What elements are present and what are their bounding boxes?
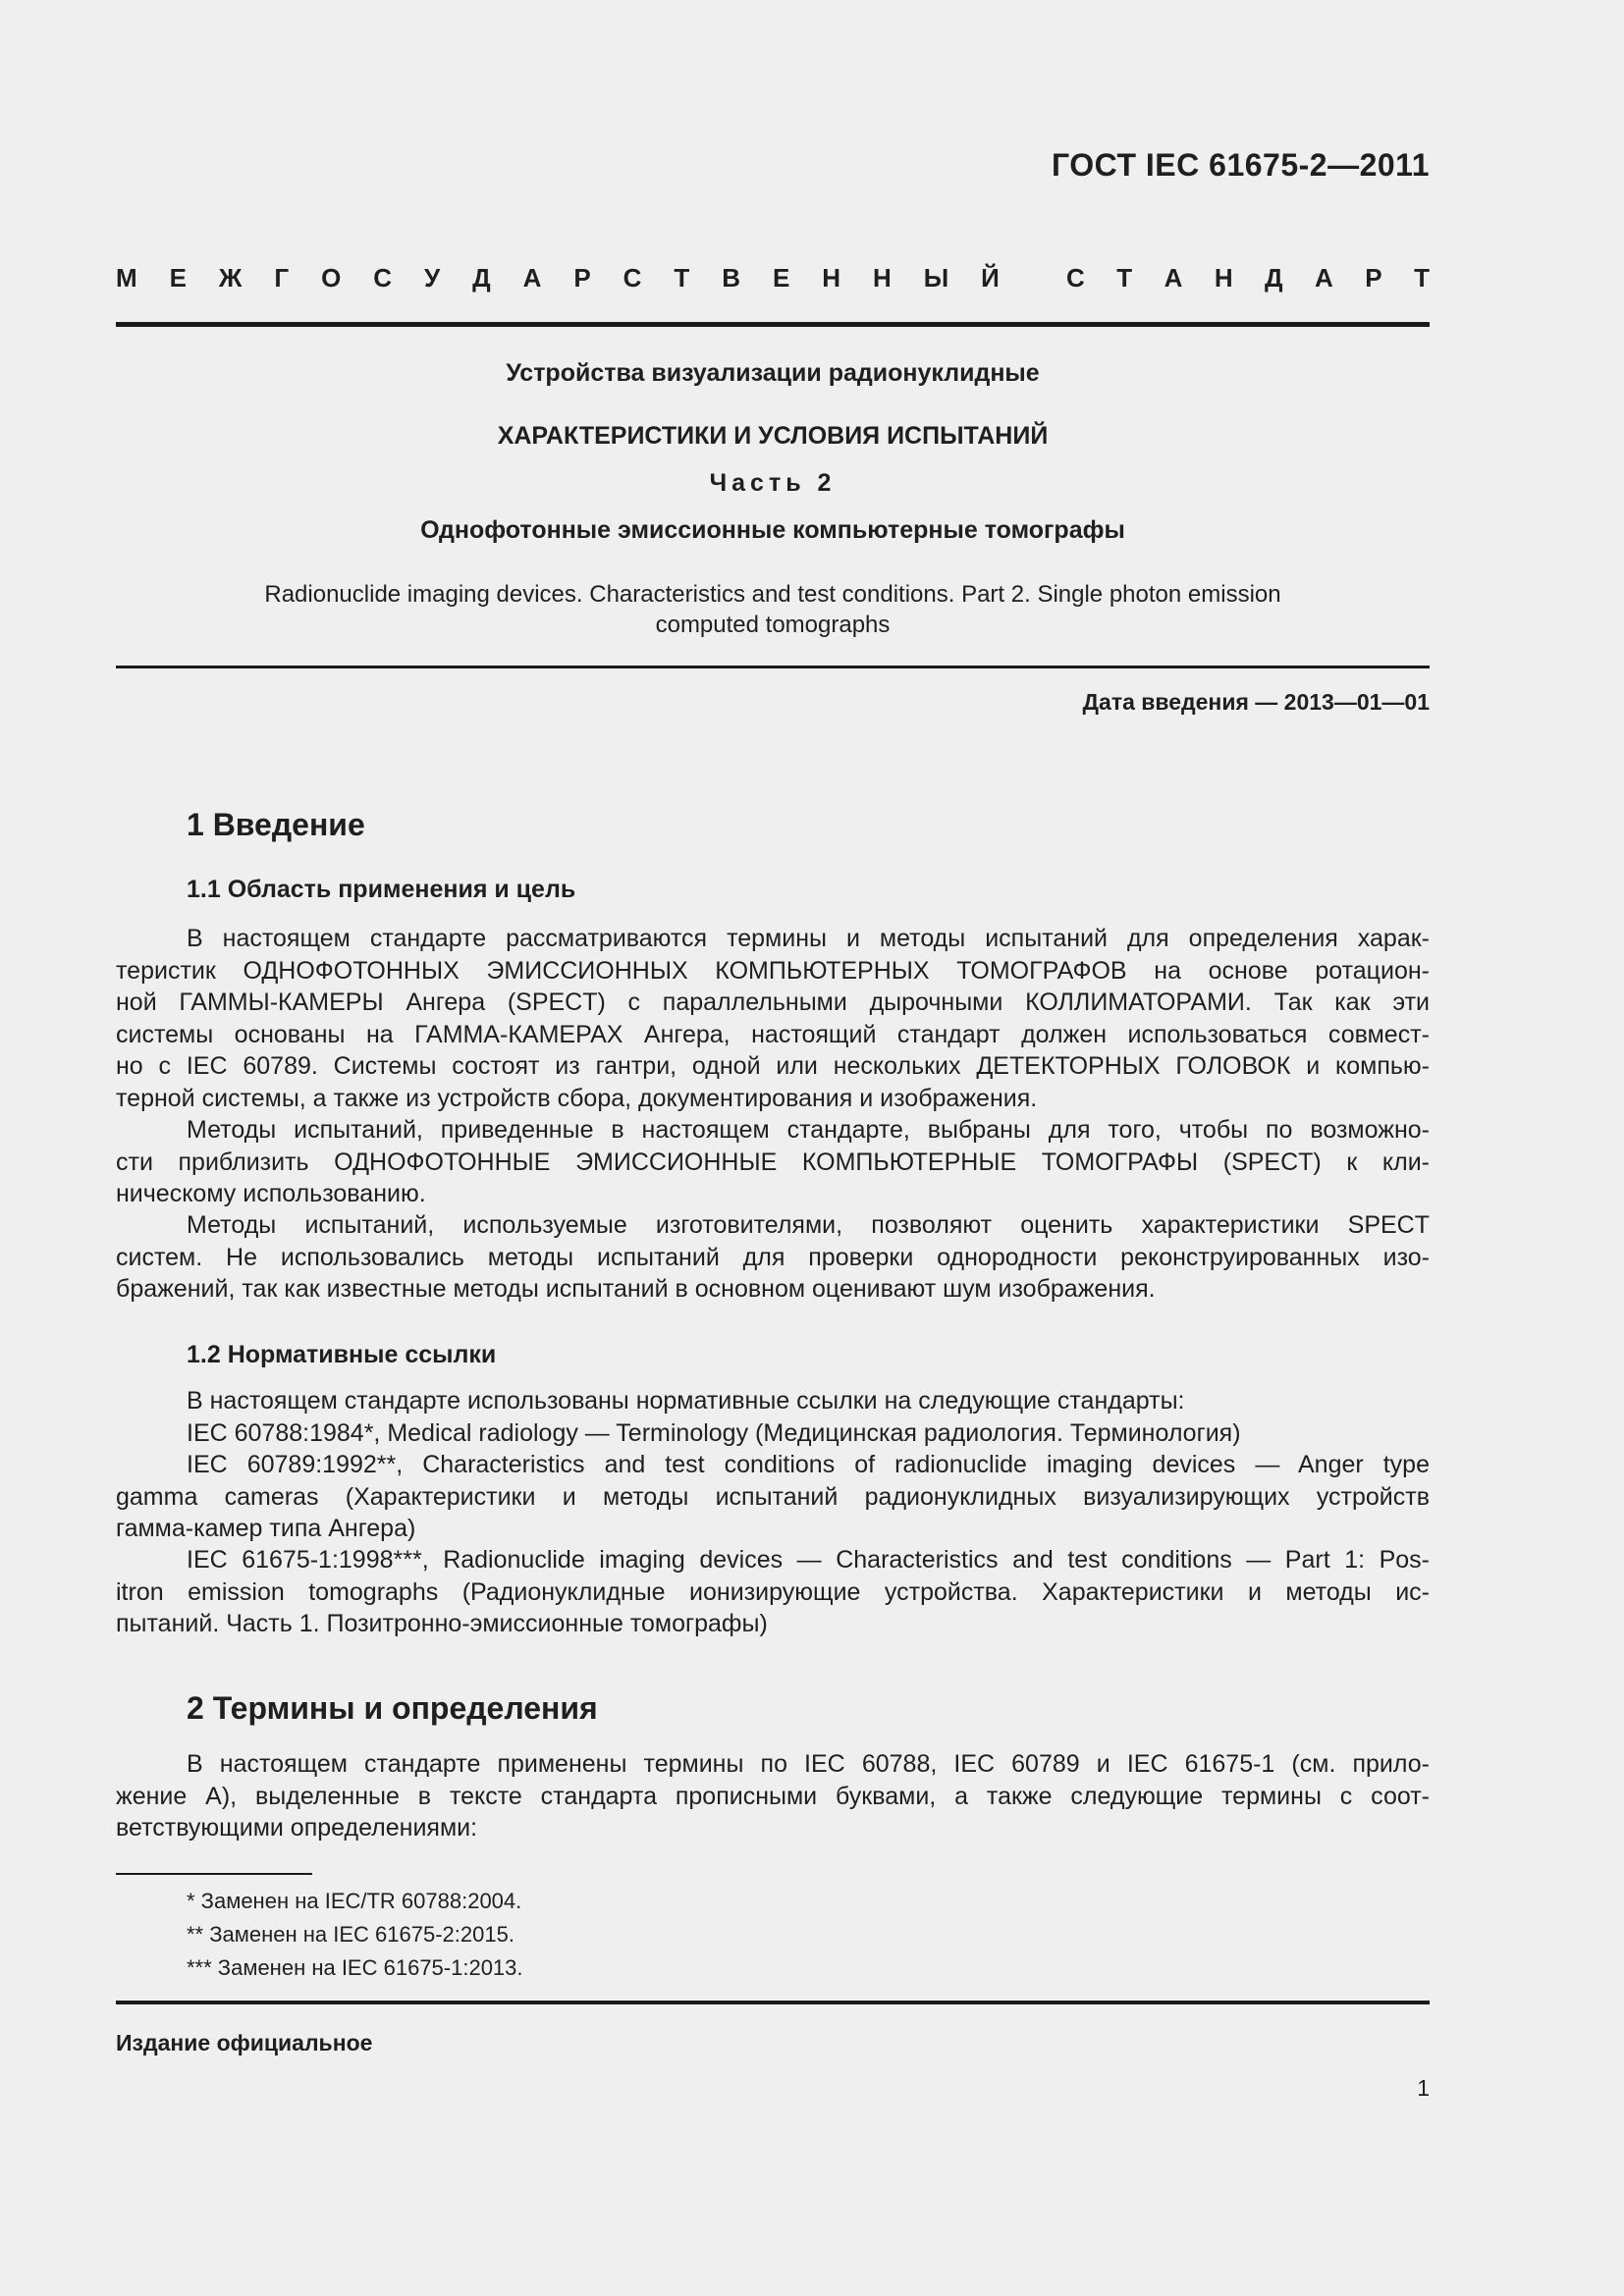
heading-letter: А: [1164, 263, 1183, 293]
text-line: гамма-камер типа Ангера): [116, 1515, 416, 1542]
heading-letter: Т: [1414, 263, 1430, 293]
section-2-heading: 2 Термины и определения: [187, 1690, 598, 1726]
section-1-heading: 1 Введение: [187, 807, 365, 842]
paragraph-scope-2: [116, 1114, 1430, 1210]
heading-letter: Й: [981, 263, 1000, 293]
heading-letter: О: [321, 263, 342, 293]
text-line: ническому использованию.: [116, 1180, 426, 1207]
heading-letter: Г: [274, 263, 290, 293]
standard-type-heading: [116, 263, 1430, 294]
heading-letter: С: [373, 263, 393, 293]
text-line: IEC 61675-1:1998***, Radionuclide imaging devices — Characteristics and test conditions — Part 1: Pos-: [187, 1546, 1430, 1574]
text-line: терной системы, а также из устройств сбора, документирования и изображения.: [116, 1084, 1038, 1112]
heading-letter: Р: [1365, 263, 1382, 293]
text-line: сти приблизить ОДНОФОТОННЫЕ ЭМИССИОННЫЕ КОМПЬЮТЕРНЫЕ ТОМОГРАФЫ (SPECT) к кли-: [116, 1148, 1430, 1176]
heading-letter: Е: [169, 263, 187, 293]
text-line: теристик ОДНОФОТОННЫХ ЭМИССИОННЫХ КОМПЬЮТЕРНЫХ ТОМОГРАФОВ на основе ротацион-: [116, 956, 1430, 985]
heading-letter: Р: [573, 263, 591, 293]
text-line: систем. Не использовались методы испытаний для проверки однородности реконструированных изо-: [116, 1243, 1430, 1271]
text-line: Методы испытаний, используемые изготовителями, позволяют оценить характеристики SPECT: [187, 1211, 1430, 1239]
footnote-rule: [116, 1873, 312, 1875]
heading-letter: Н: [822, 263, 841, 293]
footnote-1: * Заменен на IEC/TR 60788:2004.: [187, 1889, 522, 1913]
bottom-rule: [116, 2001, 1430, 2004]
text-line: пытаний. Часть 1. Позитронно-эмиссионные томографы): [116, 1610, 768, 1637]
reference-iec-60789: [116, 1449, 1430, 1545]
heading-letter: Т: [674, 263, 690, 293]
heading-letter: С: [1066, 263, 1085, 293]
text-line: системы основаны на ГАММА-КАМЕРАХ Ангера, настоящий стандарт должен использоваться совмест-: [116, 1020, 1430, 1048]
title-rule: [116, 666, 1430, 668]
page-number: 1: [1417, 2075, 1430, 2101]
heading-letter: С: [623, 263, 642, 293]
heading-letter: Н: [873, 263, 892, 293]
english-title: [116, 579, 1430, 640]
paragraph-terms: [116, 1748, 1430, 1844]
paragraph-references-intro: [116, 1385, 1430, 1417]
reference-iec-60788: [116, 1417, 1430, 1450]
standard-type-word-1: [116, 263, 1000, 294]
heading-letter: Е: [772, 263, 790, 293]
text-line: бражений, так как известные методы испытаний в основном оценивают шум изображения.: [116, 1275, 1156, 1303]
paragraph-scope-3: [116, 1209, 1430, 1306]
heading-letter: Ы: [923, 263, 949, 293]
heading-letter: Т: [1116, 263, 1133, 293]
heading-letter: А: [1315, 263, 1333, 293]
text-line: IEC 60788:1984*, Medical radiology — Terminology (Медицинская радиология. Терминология): [187, 1419, 1241, 1447]
title-line-2: ХАРАКТЕРИСТИКИ И УСЛОВИЯ ИСПЫТАНИЙ: [497, 422, 1049, 450]
text-line: В настоящем стандарте использованы нормативные ссылки на следующие стандарты:: [187, 1387, 1185, 1415]
top-rule: [116, 322, 1430, 327]
section-1-1-heading: 1.1 Область применения и цель: [187, 876, 576, 903]
text-line: В настоящем стандарте рассматриваются термины и методы испытаний для определения харак-: [187, 925, 1430, 952]
section-1-2-heading: 1.2 Нормативные ссылки: [187, 1341, 497, 1368]
reference-iec-61675-1: [116, 1544, 1430, 1640]
text-line: жение А), выделенные в тексте стандарта прописными буквами, а также следующие термины с соот-: [116, 1782, 1430, 1810]
heading-letter: Д: [1265, 263, 1283, 293]
heading-letter: У: [424, 263, 441, 293]
standard-type-word-2: [1066, 263, 1430, 294]
english-title-line-2: computed tomographs: [655, 612, 891, 638]
heading-letter: Ж: [218, 263, 243, 293]
heading-letter: В: [722, 263, 741, 293]
title-line-4: Однофотонные эмиссионные компьютерные томографы: [420, 516, 1125, 544]
document-code: ГОСТ IEC 61675-2—2011: [1052, 147, 1430, 183]
official-edition-label: Издание официальное: [116, 2030, 373, 2056]
document-page: [116, 0, 1430, 2296]
footnote-3: *** Заменен на IEC 61675-1:2013.: [187, 1955, 523, 1980]
heading-letter: Д: [472, 263, 491, 293]
text-line: В настоящем стандарте применены термины по IEC 60788, IEC 60789 и IEC 61675-1 (см. прило-: [187, 1750, 1430, 1778]
text-line: но с IEC 60789. Системы состоят из гантри, одной или нескольких ДЕТЕКТОРНЫХ ГОЛОВОК и компью-: [116, 1052, 1430, 1080]
heading-letter: А: [522, 263, 542, 293]
text-line: gamma cameras (Характеристики и методы испытаний радионуклидных визуализирующих устройств: [116, 1482, 1430, 1511]
heading-letter: Н: [1214, 263, 1233, 293]
english-title-line-1: Radionuclide imaging devices. Characteristics and test conditions. Part 2. Single photon emission: [264, 581, 1281, 608]
heading-letter: М: [116, 263, 137, 293]
text-line: IEC 60789:1992**, Characteristics and test conditions of radionuclide imaging devices — Anger type: [187, 1451, 1430, 1478]
text-line: Методы испытаний, приведенные в настоящем стандарте, выбраны для того, чтобы по возможно-: [187, 1116, 1430, 1144]
text-line: ной ГАММЫ-КАМЕРЫ Ангера (SPECT) с параллельными дырочными КОЛЛИМАТОРАМИ. Так как эти: [116, 988, 1430, 1016]
title-part: Часть 2: [709, 469, 837, 497]
text-line: itron emission tomographs (Радионуклидные ионизирующие устройства. Характеристики и методы ис-: [116, 1577, 1430, 1606]
footnote-2: ** Заменен на IEC 61675-2:2015.: [187, 1922, 514, 1947]
text-line: ветствующими определениями:: [116, 1814, 478, 1842]
paragraph-scope-1: [116, 923, 1430, 1114]
effective-date: Дата введения — 2013—01—01: [1082, 689, 1430, 715]
title-line-1: Устройства визуализации радионуклидные: [506, 359, 1040, 387]
